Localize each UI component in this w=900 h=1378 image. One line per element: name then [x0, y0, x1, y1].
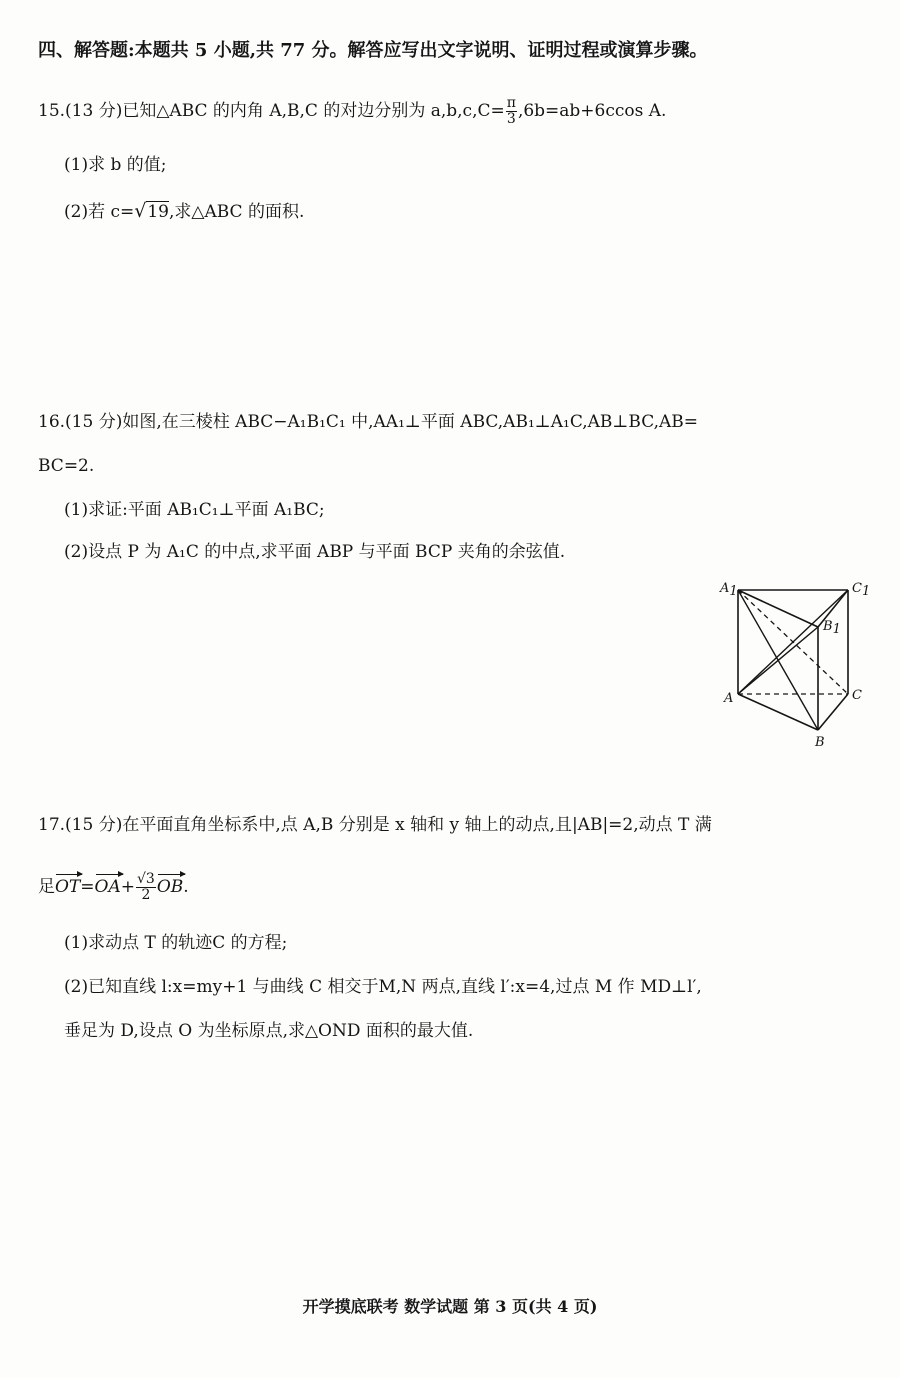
label-b1: B1 [823, 619, 841, 637]
q17-part1: (1)求动点 T 的轨迹C 的方程; [64, 933, 288, 953]
sqrt-sign: √ [134, 200, 147, 222]
label-a1: A1 [720, 581, 738, 599]
q17-fraction-numerator: √3 [137, 871, 155, 887]
q17-fraction [136, 872, 156, 903]
edge-a1-b1 [738, 590, 818, 627]
q17-stem-line1 [38, 814, 712, 836]
section-title: 四、解答题:本题共 5 小题,共 77 分。解答应写出文字说明、证明过程或演算步骤。 [38, 40, 708, 61]
q17-part2-line2: 垂足为 D,设点 O 为坐标原点,求△OND 面积的最大值. [64, 1021, 474, 1041]
q16-stem-text: 如图,在三棱柱 ABC−A₁B₁C₁ 中,AA₁⊥平面 ABC,AB₁⊥A₁C,AB⊥BC,AB= [122, 412, 699, 432]
q15-fraction-denominator: 3 [506, 111, 516, 127]
label-a: A [724, 691, 734, 706]
q15-stem-text-b: ,6b=ab+6ccos A. [517, 101, 667, 121]
edge-a-b1 [738, 627, 818, 694]
q16-stem-line2: BC=2. [38, 456, 95, 476]
q17-fraction-denominator: 2 [141, 887, 151, 903]
q17-stem-text-a: 足 [38, 877, 55, 897]
q17-stem-text: 在平面直角坐标系中,点 A,B 分别是 x 轴和 y 轴上的动点,且|AB|=2,动点 T 满 [122, 815, 712, 835]
label-b: B [815, 735, 825, 750]
prism-figure [718, 572, 878, 752]
page-footer: 开学摸底联考 数学试题 第 3 页(共 4 页) [302, 1297, 598, 1316]
label-c: C [852, 688, 862, 703]
edge-a-b [738, 694, 818, 730]
q15-radicand: 19 [147, 202, 169, 222]
vector-ot: OT [55, 877, 81, 897]
vector-oa: OA [94, 877, 121, 897]
q16-part1: (1)求证:平面 AB₁C₁⊥平面 A₁BC; [64, 500, 325, 520]
q15-part2-text-b: ,求△ABC 的面积. [169, 202, 305, 222]
q16-score: (15 分) [65, 412, 123, 432]
q15-stem-text-a: 已知△ABC 的内角 A,B,C 的对边分别为 a,b,c,C= [122, 101, 505, 121]
q16-part2: (2)设点 P 为 A₁C 的中点,求平面 ABP 与平面 BCP 夹角的余弦值. [64, 542, 566, 562]
q15-fraction-numerator: π [506, 95, 516, 111]
q15-score: (13 分) [65, 101, 123, 121]
q15-part2-text-a: (2)若 c= [64, 202, 135, 222]
q15-fraction [506, 96, 517, 127]
vector-ob: OB [156, 877, 184, 897]
q17-part2-line1: (2)已知直线 l:x=my+1 与曲线 C 相交于M,N 两点,直线 l′:x=4,过点 M 作 MD⊥l′, [64, 977, 702, 997]
q16-number: 16. [38, 412, 66, 432]
q17-stem-line2: 足OT=OA+ $\frac{√3}{2}$ OB. [38, 871, 189, 903]
edge-b-c [818, 694, 848, 730]
q17-score: (15 分) [65, 815, 123, 835]
q15-stem [38, 96, 666, 127]
q15-part1: (1)求 b 的值; [64, 155, 167, 175]
q15-part2 [64, 200, 304, 223]
q15-number: 15. [38, 101, 66, 121]
label-c1: C1 [852, 581, 871, 599]
q16-stem-line1 [38, 411, 698, 433]
q17-number: 17. [38, 815, 66, 835]
